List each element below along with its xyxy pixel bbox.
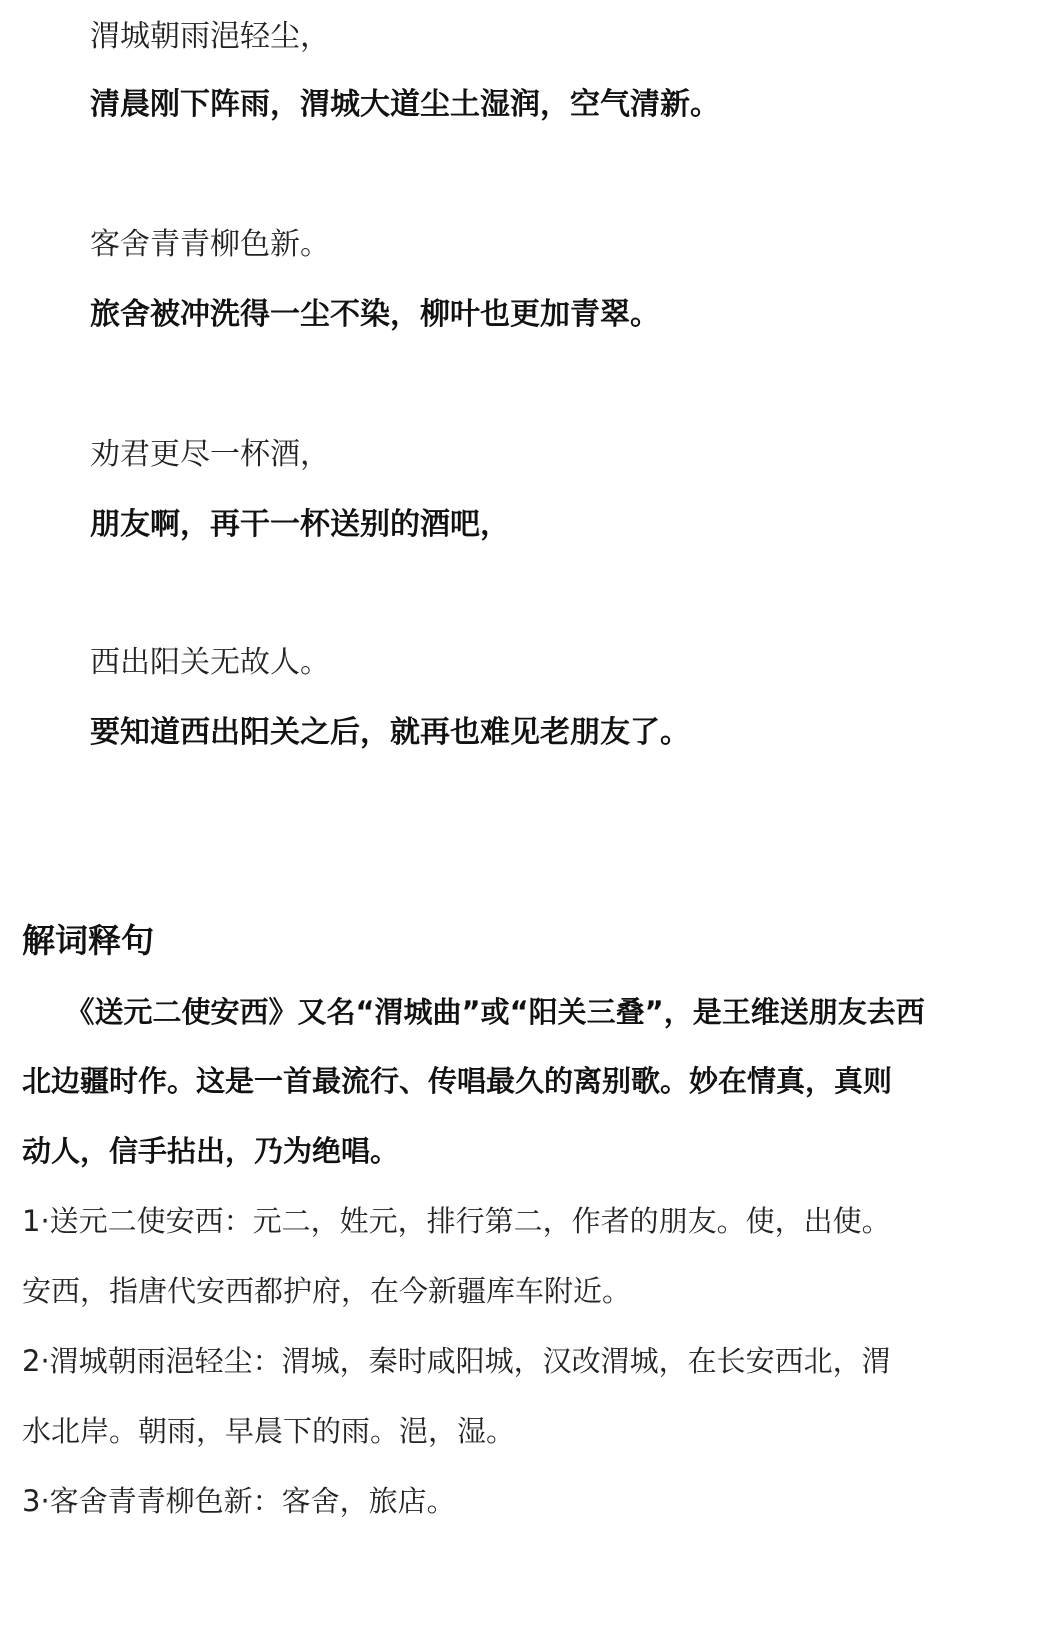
poem-translation-1: 清晨刚下阵雨，渭城大道尘土湿润，空气清新。: [90, 87, 720, 122]
poem-verse-3: 劝君更尽一杯酒，: [90, 437, 330, 472]
poem-verse-2: 客舍青青柳色新。: [90, 227, 330, 262]
poem-translation-3: 朋友啊，再干一杯送别的酒吧，: [90, 507, 510, 542]
note-line-2: 安西，指唐代安西都护府，在今新疆库车附近。: [22, 1274, 632, 1308]
note-line-3: 2·渭城朝雨浥轻尘：渭城，秦时咸阳城，汉改渭城，在长安西北，渭: [22, 1344, 891, 1378]
poem-translation-2: 旅舍被冲洗得一尘不染，柳叶也更加青翠。: [90, 297, 660, 332]
poem-verse-4: 西出阳关无故人。: [90, 645, 330, 680]
note-line-1: 1·送元二使安西：元二，姓元，排行第二，作者的朋友。使，出使。: [22, 1204, 891, 1238]
poem-translation-4: 要知道西出阳关之后，就再也难见老朋友了。: [90, 715, 690, 750]
section-heading: 解词释句: [22, 921, 154, 960]
note-line-5: 3·客舍青青柳色新：客舍，旅店。: [22, 1484, 456, 1518]
note-line-4: 水北岸。朝雨，早晨下的雨。浥，湿。: [22, 1414, 516, 1448]
summary-line-3: 动人，信手拈出，乃为绝唱。: [22, 1134, 400, 1168]
summary-line-1: 《送元二使安西》又名“渭城曲”或“阳关三叠”，是王维送朋友去西: [22, 995, 925, 1029]
poem-verse-1: 渭城朝雨浥轻尘，: [90, 19, 330, 54]
summary-line-2: 北边疆时作。这是一首最流行、传唱最久的离别歌。妙在情真，真则: [22, 1064, 893, 1098]
